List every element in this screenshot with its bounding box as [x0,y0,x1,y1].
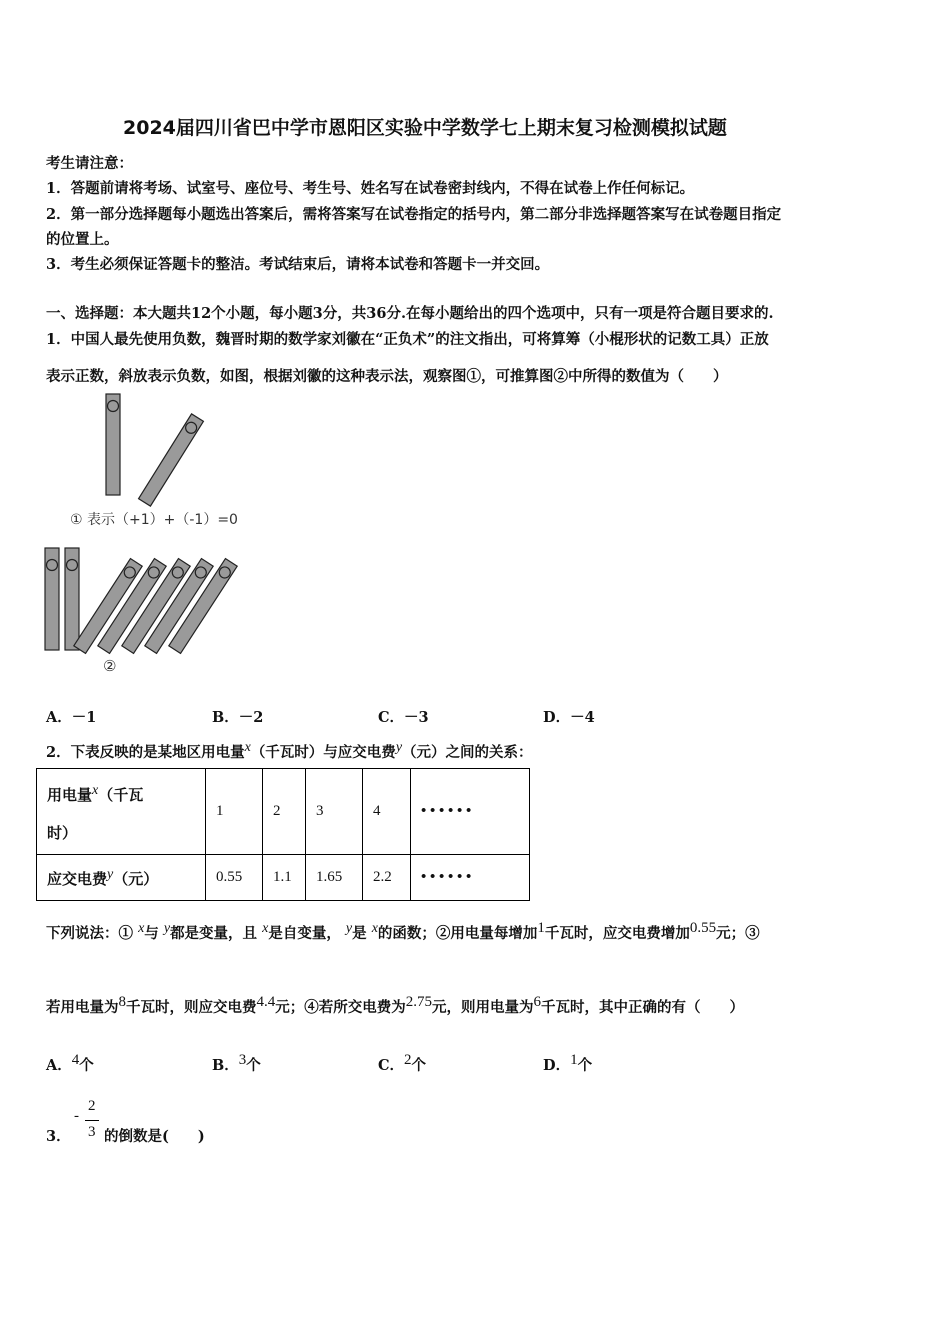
option-label: D． [543,1056,571,1074]
value: 2.75 [405,994,432,1010]
q2-stem-part: （元）之间的关系： [402,743,533,761]
value: 6 [533,994,541,1010]
var-y: y [345,921,353,936]
q3-denominator: 3 [88,1124,96,1140]
var-x: x [92,782,99,798]
option-label: A． [46,1056,72,1074]
var-y: y [395,740,403,755]
q2-stem-part: （千瓦时）与应交电费 [250,743,396,761]
table-cell: • • • • • • [411,769,530,855]
notice-item-2a: 2．第一部分选择题每小题选出答案后，需将答案写在试卷指定的括号内，第二部分非选择题答案写在试卷题目指定 [46,206,782,223]
option-label: B． [212,1056,239,1074]
table-cell: 2 [263,769,306,855]
q1-option-c[interactable]: C．－3 [378,709,429,726]
var-x: x [262,921,269,936]
rod-upright [106,394,120,495]
label-text: 时） [47,823,78,842]
var-x: x [138,921,145,936]
table-cell: 1.1 [263,855,306,901]
unit: 个 [577,1056,593,1074]
unit: 个 [79,1056,94,1074]
table-cell: 2.2 [363,855,411,901]
notice-item-3: 3．考生必须保证答题卡的整洁。考试结束后，请将本试卷和答题卡一并交回。 [46,256,550,273]
q2-table [36,768,530,901]
label-text: 用电量 [47,785,93,804]
text: 下列说法：① [46,924,133,942]
unit: 个 [411,1056,427,1074]
q1-figure-2-caption: ② [103,657,117,675]
text: 若用电量为 [46,998,119,1016]
fraction-bar [85,1120,99,1121]
q3-numerator: 2 [88,1098,96,1114]
q3-text: 的倒数是( ) [104,1128,205,1145]
q2-option-a[interactable] [46,1052,94,1075]
notice-item-1: 1．答题前请将考场、试室号、座位号、考生号、姓名写在试卷密封线内，不得在试卷上作任何标记。 [46,180,695,197]
label-text: 应交电费 [47,869,108,888]
label-text: （元） [113,869,159,888]
value: 2 [404,1052,412,1068]
q1-figure-1-caption: ① 表示（+1）+（-1）=0 [70,512,238,528]
q1-line-1: 1．中国人最先使用负数，魏晋时期的数学家刘徽在“正负术”的注文指出，可将算筹（小棍形状的记数工具）正放 [46,331,769,348]
value: 1 [570,1052,578,1068]
value: 3 [238,1052,247,1068]
value: 0.55 [689,920,717,936]
table-row-label [37,769,206,855]
q3-fraction-sign: - [74,1108,79,1124]
q3-number: 3． [46,1128,71,1145]
var-y: y [163,921,171,936]
text: 与 [144,924,159,942]
q2-option-d[interactable] [543,1052,592,1075]
q2-statements-line-1 [46,920,760,943]
q1-line-2: 表示正数，斜放表示负数，如图，根据刘徽的这种表示法，观察图①，可推算图②中所得的数值为（ ） [46,368,728,385]
table-cell: • • • • • • [411,855,530,901]
unit: 个 [246,1056,261,1074]
text: 都是变量，且 [170,924,258,942]
section-header: 一、选择题：本大题共12个小题，每小题3分，共36分.在每小题给出的四个选项中，只有一项是符合题目要求的. [46,305,774,322]
text: 千瓦时，其中正确的有（ ） [541,998,744,1016]
q2-option-b[interactable] [212,1052,261,1075]
text: 千瓦时，则应交电费 [126,998,257,1016]
value: 1 [537,920,545,936]
value: 4 [71,1052,80,1068]
text: 是自变量， [268,924,341,942]
notice-heading: 考生请注意： [46,155,133,172]
table-cell: 3 [306,769,363,855]
value: 8 [118,994,126,1010]
table-row [37,769,530,855]
text: 千瓦时，应交电费增加 [544,924,690,942]
rod-slanted [139,414,204,506]
q1-option-b[interactable]: B．－2 [212,709,264,726]
table-row-label [37,855,206,901]
notice-item-2b: 的位置上。 [46,231,119,248]
rod-upright [45,548,59,650]
q1-figure-2 [40,540,250,660]
q1-option-a[interactable]: A．－1 [46,709,97,726]
q2-stem-part: 2．下表反映的是某地区用电量 [46,743,245,761]
table-cell: 1 [206,769,263,855]
text: 元；③ [716,924,760,942]
table-cell: 0.55 [206,855,263,901]
text: 元，则用电量为 [432,998,534,1016]
q1-option-d[interactable]: D．－4 [543,709,595,726]
q2-option-c[interactable] [378,1052,426,1075]
table-row [37,855,530,901]
text: 元；④若所交电费为 [275,998,406,1016]
var-x: x [244,740,251,755]
var-y: y [107,866,114,882]
var-x: x [371,921,378,936]
text: 的函数；②用电量每增加 [377,924,538,942]
rod-upright [65,548,79,650]
value: 4.4 [256,994,276,1010]
page-title: 2024届四川省巴中学市恩阳区实验中学数学七上期末复习检测模拟试题 [123,117,727,139]
text: 是 [352,924,367,942]
label-text: （千瓦 [98,785,144,804]
q2-stem [46,740,533,762]
table-cell: 4 [363,769,411,855]
option-label: C． [378,1056,405,1074]
table-cell: 1.65 [306,855,363,901]
q2-statements-line-2 [46,994,744,1017]
